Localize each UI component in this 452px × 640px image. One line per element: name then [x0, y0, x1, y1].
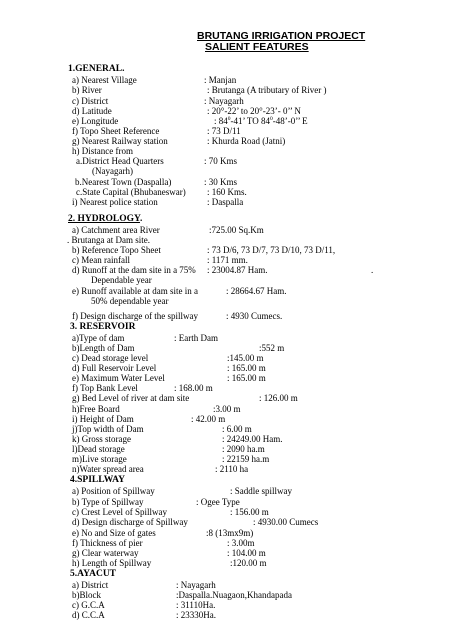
document-subtitle: SALIENT FEATURES: [205, 41, 309, 53]
row-label: g) Bed Level of river at dam site: [72, 393, 190, 403]
row-label: a) District: [72, 580, 109, 590]
row-label: . Brutanga at Dam site.: [67, 235, 150, 245]
row-value: : Earth Dam: [174, 333, 218, 343]
row-value: : 28664.67 Ham.: [226, 286, 287, 296]
row-value: : 126.00 m: [259, 393, 298, 403]
row-label: f) Top Bank Level: [72, 383, 138, 393]
row-label: e) No and Size of gates: [72, 528, 156, 538]
row-value: : 2090 ha.m: [222, 444, 265, 454]
row-label: f) Thickness of pier: [72, 538, 143, 548]
row-label: d) Design discharge of Spillway: [72, 517, 188, 527]
row-label: b.Nearest Town (Daspalla): [75, 177, 172, 187]
row-label: c.State Capital (Bhubaneswar): [76, 187, 186, 197]
row-extra-dot: .: [371, 265, 374, 275]
row-value: : Ogee Type: [196, 497, 240, 507]
section-heading-ayacut: 5.AYACUT: [70, 569, 117, 579]
row-value: : 6.00 m: [222, 424, 252, 434]
row-label: j)Top width of Dam: [72, 424, 144, 434]
row-value: : 31110Ha.: [176, 600, 216, 610]
row-label: f) Design discharge of the spillway: [72, 311, 199, 321]
row-label: m)Live storage: [72, 454, 127, 464]
row-label: h) Distance from: [72, 146, 133, 156]
row-label: c) G.C.A: [72, 600, 105, 610]
row-value: : 23330Ha.: [176, 610, 216, 620]
row-label: a.District Head Quarters: [76, 156, 164, 166]
row-value: :552 m: [259, 343, 285, 353]
section-heading-spillway: 4.SPILLWAY: [70, 475, 126, 485]
row-value: : 3.00m: [227, 538, 255, 548]
row-value-longitude: : $84^0-41$’ TO $84^0-48’-0$’’ E: [214, 116, 308, 126]
row-value: : 22159 ha.m: [222, 454, 270, 464]
row-value: : 104.00 m: [227, 548, 266, 558]
row-label: c) Crest Level of Spillway: [72, 507, 167, 517]
section-heading-reservoir: 3. RESERVOIR: [70, 322, 136, 332]
section-heading-general: 1.GENERAL.: [68, 64, 125, 74]
row-label: k) Gross storage: [72, 434, 131, 444]
row-label: h)Free Board: [72, 404, 120, 414]
row-value: : 20°-22’ to 20°-23’- 0’’ N: [207, 106, 301, 116]
row-value: : 168.00 m: [174, 383, 213, 393]
row-value: : Brutanga (A tributary of River ): [207, 85, 327, 95]
row-value: : 30 Kms: [204, 177, 238, 187]
row-value: : 23004.87 Ham.: [207, 265, 268, 275]
row-value: :8 (13mx9m): [206, 528, 254, 538]
row-value: : 160 Kms.: [207, 187, 247, 197]
row-value: : 70 Kms: [204, 156, 238, 166]
row-value: : 73 D/11: [207, 126, 241, 136]
row-value: :Daspalla.Nuagaon,Khandapada: [176, 590, 292, 600]
row-label: b) Reference Topo Sheet: [72, 245, 161, 255]
row-label: i) Nearest police station: [72, 197, 158, 207]
row-value: : Daspalla: [207, 197, 244, 207]
row-value: : 24249.00 Ham.: [222, 434, 283, 444]
row-label: d) Latitude: [72, 106, 112, 116]
row-value: :3.00 m: [213, 404, 241, 414]
row-label: d) Runoff at the dam site in a 75%: [72, 265, 196, 275]
row-label: c) District: [72, 96, 109, 106]
row-value: : 4930 Cumecs.: [226, 311, 283, 321]
document-title: BRUTANG IRRIGATION PROJECT: [197, 30, 366, 42]
row-value: : Nayagarh: [176, 580, 216, 590]
row-value: : 156.00 m: [230, 507, 269, 517]
row-label: d) Full Reservoir Level: [72, 363, 157, 373]
row-label: e) Longitude: [72, 116, 119, 126]
section-heading-hydrology: 2. HYDROLOGY.: [68, 214, 143, 224]
row-label: h) Length of Spillway: [72, 558, 152, 568]
row-label: a)Type of dam: [72, 333, 125, 343]
row-label: f) Topo Sheet Reference: [72, 126, 160, 136]
row-label: b) Type of Spillway: [72, 497, 144, 507]
row-value: :120.00 m: [230, 558, 267, 568]
row-label: i) Height of Dam: [72, 414, 134, 424]
row-value: : 73 D/6, 73 D/7, 73 D/10, 73 D/11,: [207, 245, 336, 255]
row-label: b) River: [72, 85, 102, 95]
row-label: c) Mean rainfall: [72, 255, 130, 265]
row-value: : 4930.00 Cumecs: [253, 517, 319, 527]
row-label: (Nayagarh): [92, 166, 133, 176]
row-value: : Manjan: [204, 75, 237, 85]
row-value: : 2110 ha: [215, 464, 249, 474]
row-label: l)Dead storage: [72, 444, 125, 454]
row-label: a) Catchment area River: [72, 225, 160, 235]
row-value: : Saddle spillway: [230, 486, 292, 496]
row-value: : Khurda Road (Jatni): [207, 136, 286, 146]
row-value: :725.00 Sq.Km: [209, 225, 264, 235]
row-label: e) Runoff available at dam site in a: [72, 286, 199, 296]
row-label: 50% dependable year: [91, 296, 169, 306]
row-label: b)Block: [72, 590, 101, 600]
row-value: : 165.00 m: [227, 373, 266, 383]
row-value: : 165.00 m: [227, 363, 266, 373]
row-label: b)Length of Dam: [72, 343, 135, 353]
row-value: :145.00 m: [227, 353, 264, 363]
row-label: n)Water spread area: [72, 464, 144, 474]
row-value: : 1171 mm.: [207, 255, 248, 265]
row-value: : Nayagarh: [204, 96, 244, 106]
row-label: Dependable year: [91, 275, 152, 285]
row-label: a) Nearest Village: [72, 75, 137, 85]
row-label: c) Dead storage level: [72, 353, 149, 363]
row-label: g) Clear waterway: [72, 548, 139, 558]
row-label: g) Nearest Railway station: [72, 136, 168, 146]
row-label: a) Position of Spillway: [72, 486, 155, 496]
row-label: d) C.C.A: [72, 610, 105, 620]
row-label: e) Maximum Water Level: [72, 373, 165, 383]
row-value: : 42.00 m: [191, 414, 226, 424]
